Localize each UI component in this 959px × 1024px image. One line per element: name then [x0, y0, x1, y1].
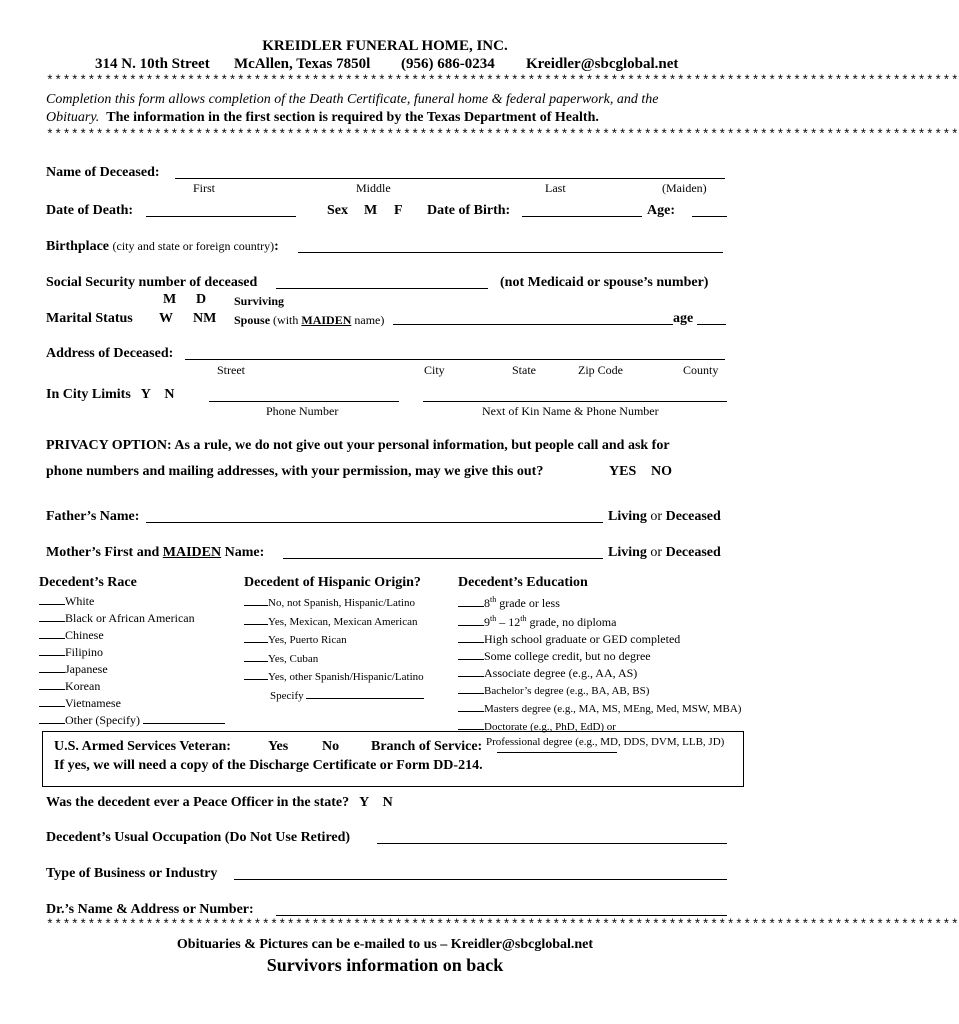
- hispanic-title: Decedent of Hispanic Origin?: [244, 575, 421, 590]
- business-label: Type of Business or Industry: [46, 866, 218, 881]
- mother-or: or: [650, 545, 663, 560]
- privacy-yes-option[interactable]: YES: [609, 464, 637, 479]
- privacy-text-2: phone numbers and mailing addresses, with your permission, may we give this out?: [46, 464, 544, 479]
- surviving-label: Surviving: [234, 294, 285, 308]
- addr-county-caption: County: [683, 363, 719, 377]
- mother-label: [46, 545, 264, 561]
- birthplace-row: [46, 239, 279, 255]
- birthplace-field[interactable]: [298, 252, 723, 253]
- mother-living-option[interactable]: Living: [608, 545, 647, 560]
- address-field[interactable]: [185, 359, 725, 360]
- veteran-yes-option[interactable]: Yes: [268, 739, 289, 754]
- list-item[interactable]: Yes, Puerto Rican: [244, 630, 424, 649]
- spouse-with: (with: [273, 313, 299, 327]
- list-item[interactable]: Chinese: [39, 626, 225, 643]
- sex-label: Sex: [327, 203, 348, 218]
- race-title: Decedent’s Race: [39, 575, 137, 590]
- marital-m-option[interactable]: M: [163, 292, 177, 307]
- privacy-no-option[interactable]: NO: [651, 464, 672, 479]
- list-item[interactable]: No, not Spanish, Hispanic/Latino: [244, 593, 424, 612]
- phone-number-field[interactable]: [209, 401, 399, 402]
- list-item[interactable]: 9th – 12th grade, no diploma: [458, 611, 741, 630]
- city-limits-label[interactable]: In City Limits Y N: [46, 387, 175, 402]
- father-status[interactable]: [608, 509, 721, 525]
- list-item[interactable]: Other (Specify): [39, 711, 225, 728]
- birthplace-label: Birthplace: [46, 239, 109, 254]
- father-living-option[interactable]: Living: [608, 509, 647, 524]
- list-item[interactable]: Doctorate (e.g., PhD, EdD) or: [458, 717, 741, 735]
- father-field[interactable]: [146, 522, 603, 523]
- list-item[interactable]: Yes, Cuban: [244, 649, 424, 668]
- company-email: Kreidler@sbcglobal.net: [526, 56, 679, 72]
- list-item[interactable]: Yes, Mexican, Mexican American: [244, 612, 424, 631]
- veteran-label: U.S. Armed Services Veteran:: [54, 739, 231, 754]
- birthplace-colon: :: [274, 239, 279, 254]
- addr-state-caption: State: [512, 363, 536, 377]
- name-field[interactable]: [175, 178, 725, 179]
- dob-field[interactable]: [522, 216, 642, 217]
- list-item[interactable]: Vietnamese: [39, 694, 225, 711]
- intro-required: The information in the first section is required by the Texas Department of Health.: [106, 110, 599, 125]
- mother-deceased-option[interactable]: Deceased: [665, 545, 721, 560]
- company-street: 314 N. 10th Street: [95, 56, 210, 72]
- spouse-age-field[interactable]: [697, 324, 726, 325]
- occupation-label: Decedent’s Usual Occupation (Do Not Use Retired): [46, 830, 351, 845]
- list-item[interactable]: 8th grade or less: [458, 592, 741, 611]
- dod-label: Date of Death:: [46, 203, 134, 218]
- veteran-no-option[interactable]: No: [322, 739, 340, 754]
- veteran-note: If yes, we will need a copy of the Discharge Certificate or Form DD-214.: [54, 758, 483, 773]
- hispanic-specify[interactable]: Specify: [244, 686, 424, 705]
- spouse-label: [234, 313, 384, 328]
- father-deceased-option[interactable]: Deceased: [665, 509, 721, 524]
- ssn-field[interactable]: [276, 288, 488, 289]
- spouse-age-label: age: [673, 311, 694, 326]
- doctor-label: Dr.’s Name & Address or Number:: [46, 902, 254, 917]
- business-field[interactable]: [234, 879, 727, 880]
- age-field[interactable]: [692, 216, 727, 217]
- phone-number-caption: Phone Number: [266, 404, 339, 418]
- list-item: Professional degree (e.g., MD, DDS, DVM, LLB, JD): [486, 736, 725, 748]
- list-item[interactable]: Yes, other Spanish/Hispanic/Latino: [244, 667, 424, 686]
- name-last-caption: Last: [545, 181, 566, 195]
- name-maiden-caption: (Maiden): [662, 181, 707, 195]
- ssn-label: Social Security number of deceased: [46, 275, 258, 290]
- address-label: Address of Deceased:: [46, 346, 174, 361]
- occupation-field[interactable]: [377, 843, 727, 844]
- star-divider: **************************************************************************************************************: [46, 917, 959, 932]
- privacy-text-1: PRIVACY OPTION: As a rule, we do not give out your personal information, but people call and ask for: [46, 438, 670, 453]
- addr-zip-caption: Zip Code: [578, 363, 623, 377]
- list-item[interactable]: Korean: [39, 677, 225, 694]
- name-label: Name of Deceased:: [46, 165, 160, 180]
- star-divider: **************************************************************************************************************: [46, 127, 959, 142]
- hispanic-list: [244, 593, 424, 704]
- marital-w-option[interactable]: W: [159, 311, 173, 326]
- company-city: McAllen, Texas 7850l: [234, 56, 371, 72]
- name-first-caption: First: [193, 181, 216, 195]
- marital-nm-option[interactable]: NM: [193, 311, 217, 326]
- list-item[interactable]: White: [39, 592, 225, 609]
- mother-label-b: Name:: [224, 545, 265, 560]
- company-name: KREIDLER FUNERAL HOME, INC.: [262, 38, 508, 54]
- dod-field[interactable]: [146, 216, 296, 217]
- ssn-note: (not Medicaid or spouse’s number): [500, 275, 709, 290]
- obituaries-note: Obituaries & Pictures can be e-mailed to us – Kreidler@sbcglobal.net: [176, 937, 594, 952]
- age-label: Age:: [647, 203, 675, 218]
- mother-field[interactable]: [283, 558, 603, 559]
- list-item[interactable]: Filipino: [39, 643, 225, 660]
- intro-obituary: Obituary.: [46, 110, 100, 125]
- spouse-field[interactable]: [393, 324, 673, 325]
- list-item[interactable]: Black or African American: [39, 609, 225, 626]
- spouse-word: Spouse: [234, 313, 271, 327]
- next-of-kin-caption: Next of Kin Name & Phone Number: [482, 404, 659, 418]
- mother-status[interactable]: [608, 545, 721, 561]
- peace-officer-question[interactable]: Was the decedent ever a Peace Officer in the state? Y N: [46, 795, 393, 810]
- dob-label: Date of Birth:: [427, 203, 511, 218]
- list-item[interactable]: Masters degree (e.g., MA, MS, MEng, Med, MSW, MBA): [458, 699, 741, 717]
- addr-street-caption: Street: [217, 363, 245, 377]
- marital-label: Marital Status: [46, 311, 133, 326]
- education-title: Decedent’s Education: [458, 575, 588, 590]
- sex-m-option[interactable]: M: [364, 203, 378, 218]
- mother-label-maiden: MAIDEN: [162, 545, 222, 560]
- sex-f-option[interactable]: F: [394, 203, 403, 218]
- mother-label-a: Mother’s First and: [46, 545, 160, 560]
- birthplace-hint: (city and state or foreign country): [112, 239, 275, 253]
- marital-d-option[interactable]: D: [196, 292, 207, 307]
- list-item[interactable]: High school graduate or GED completed: [458, 630, 741, 647]
- name-middle-caption: Middle: [356, 181, 391, 195]
- father-or: or: [650, 509, 663, 524]
- education-list: [458, 592, 741, 750]
- list-item[interactable]: Some college credit, but no degree: [458, 647, 741, 664]
- doctor-field[interactable]: [276, 915, 727, 916]
- list-item[interactable]: Associate degree (e.g., AA, AS): [458, 664, 741, 681]
- company-phone: (956) 686-0234: [401, 56, 495, 72]
- next-of-kin-field[interactable]: [423, 401, 727, 402]
- list-item[interactable]: Bachelor’s degree (e.g., BA, AB, BS): [458, 681, 741, 699]
- branch-field[interactable]: [497, 752, 617, 753]
- survivors-note: Survivors information on back: [266, 955, 504, 975]
- addr-city-caption: City: [424, 363, 445, 377]
- spouse-maiden: MAIDEN: [301, 313, 352, 327]
- intro-text: Completion this form allows completion of the Death Certificate, funeral home & federal paperwork, and the: [46, 92, 659, 107]
- spouse-name-word: name): [354, 313, 385, 327]
- branch-label: Branch of Service:: [371, 739, 483, 754]
- father-label: Father’s Name:: [46, 509, 140, 524]
- race-list: [39, 592, 225, 728]
- intro-line2: [46, 110, 599, 126]
- star-divider: **************************************************************************************************************: [46, 73, 959, 88]
- list-item[interactable]: Japanese: [39, 660, 225, 677]
